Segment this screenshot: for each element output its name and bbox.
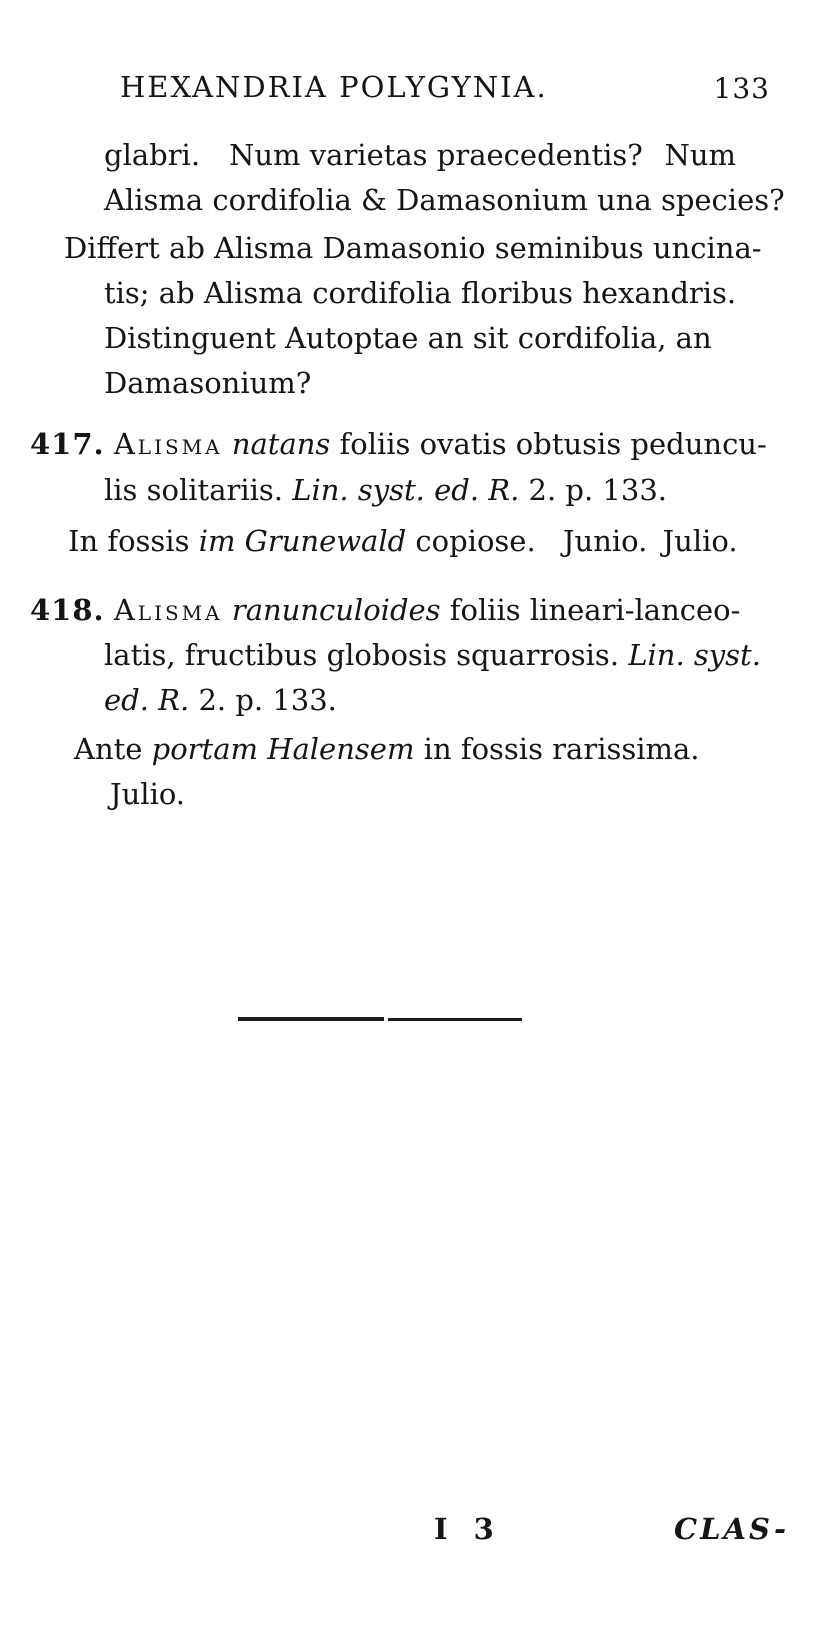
running-title: HEXANDRIA POLYGYNIA. [120,70,548,104]
species-epithet: natans [231,427,331,461]
continuation-num: Num [664,138,736,172]
reference-citation: Lin. syst. ed. R. [292,473,520,507]
signature-mark: I 3 [434,1512,502,1546]
diagnosis-text: foliis lineari-lanceo- [449,593,741,627]
habitat-text: in fossis rarissima. [423,732,700,766]
note-line-4: Damasonium? [104,366,312,400]
reference-page: 2. p. 133. [198,683,337,717]
continuation-word: glabri. [104,138,201,172]
page-number: 133 [713,72,770,105]
reference-page: 2. p. 133. [528,473,668,507]
habitat-text: In fossis [68,524,190,558]
end-rule-left [238,1017,384,1021]
continuation-question: Num varietas praecedentis? [229,138,643,172]
entry-418-line-2 [104,636,761,674]
habitat-place: portam Halensem [151,732,415,766]
entry-number: 417. [30,427,105,461]
flowering-month: Junio. [562,524,648,558]
flowering-month: Julio. [662,524,738,558]
note-line-2: tis; ab Alisma cordifolia floribus hexandris. [104,276,737,310]
continuation-line-2: Alisma cordifolia & Damasonium una species? [104,183,785,217]
diagnosis-text: foliis ovatis obtusis peduncu- [339,427,767,461]
entry-number: 418. [30,593,105,627]
entry-417-line-1 [30,425,767,463]
catchword: CLAS- [674,1512,790,1546]
entry-418-line-1 [30,591,740,629]
running-header [120,62,770,112]
genus-name: Alisma [113,427,223,461]
entry-417-line-2 [104,471,667,509]
diagnosis-text: latis, fructibus globosis squarrosis. [104,638,620,672]
habitat-text: Ante [74,732,143,766]
entry-418-habitat [74,730,700,768]
habitat-place: im Grunewald [198,524,407,558]
entry-417-habitat [68,522,738,560]
entry-418-line-3 [104,681,337,719]
continuation-line-1 [104,136,736,174]
genus-name: Alisma [113,593,223,627]
reference-edition: ed. R. [104,683,190,717]
end-rule-right [388,1018,522,1021]
diagnosis-text: lis solitariis. [104,473,283,507]
note-line-3: Distinguent Autoptae an sit cordifolia, an [104,321,712,355]
species-epithet: ranunculoides [231,593,441,627]
note-line-1: Differt ab Alisma Damasonio seminibus uncina- [64,231,762,265]
habitat-text: copiose. [415,524,536,558]
reference-citation: Lin. syst. [628,638,761,672]
entry-418-month: Julio. [110,777,186,811]
